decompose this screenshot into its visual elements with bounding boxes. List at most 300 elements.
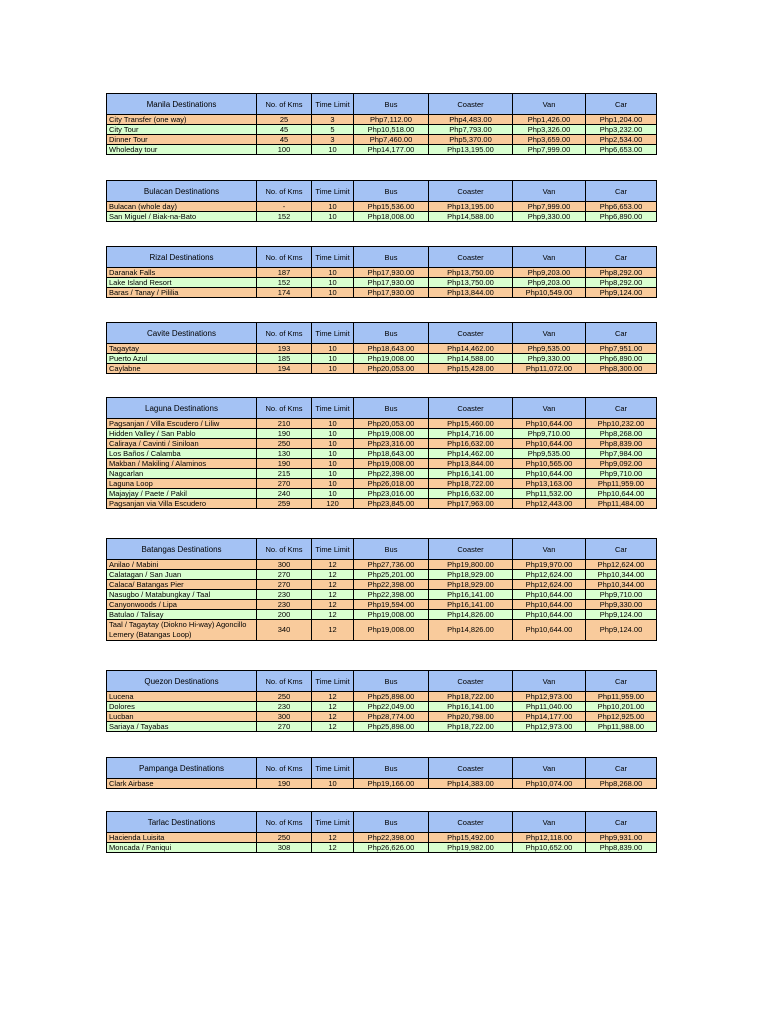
destination-cell: Sariaya / Tayabas: [107, 722, 257, 732]
table-row: [107, 722, 657, 732]
van-cell: Php11,072.00: [513, 364, 586, 374]
table-row: [107, 590, 657, 600]
car-cell: Php10,344.00: [586, 580, 657, 590]
car-cell: Php7,951.00: [586, 344, 657, 354]
coaster-cell: Php7,793.00: [429, 125, 513, 135]
table-row: [107, 459, 657, 469]
column-header-van: Van: [513, 323, 586, 344]
car-cell: Php11,484.00: [586, 499, 657, 509]
column-header-car: Car: [586, 94, 657, 115]
column-header-kms: No. of Kms: [257, 539, 312, 560]
column-header-car: Car: [586, 812, 657, 833]
kms-cell: 300: [257, 560, 312, 570]
time-cell: 12: [312, 620, 354, 641]
destination-cell: Dinner Tour: [107, 135, 257, 145]
destination-cell: Hacienda Luisita: [107, 833, 257, 843]
kms-cell: 340: [257, 620, 312, 641]
bus-cell: Php10,518.00: [354, 125, 429, 135]
coaster-cell: Php16,632.00: [429, 489, 513, 499]
car-cell: Php8,839.00: [586, 439, 657, 449]
coaster-cell: Php13,844.00: [429, 288, 513, 298]
destination-cell: City Tour: [107, 125, 257, 135]
kms-cell: 215: [257, 469, 312, 479]
car-cell: Php10,232.00: [586, 419, 657, 429]
destination-cell: Baras / Tanay / Pililia: [107, 288, 257, 298]
car-cell: Php8,268.00: [586, 429, 657, 439]
destination-cell: Hidden Valley / San Pablo: [107, 429, 257, 439]
van-cell: Php12,118.00: [513, 833, 586, 843]
table-header-row: [107, 94, 657, 115]
van-cell: Php3,326.00: [513, 125, 586, 135]
time-cell: 10: [312, 354, 354, 364]
car-cell: Php6,653.00: [586, 202, 657, 212]
car-cell: Php6,890.00: [586, 212, 657, 222]
kms-cell: 193: [257, 344, 312, 354]
time-cell: 3: [312, 135, 354, 145]
coaster-cell: Php18,929.00: [429, 580, 513, 590]
coaster-cell: Php13,195.00: [429, 145, 513, 155]
destination-cell: Calatagan / San Juan: [107, 570, 257, 580]
bus-cell: Php20,053.00: [354, 364, 429, 374]
time-cell: 12: [312, 600, 354, 610]
section-title: Laguna Destinations: [107, 398, 257, 419]
column-header-time: Time Limit: [312, 323, 354, 344]
table-row: [107, 712, 657, 722]
column-header-kms: No. of Kms: [257, 671, 312, 692]
column-header-time: Time Limit: [312, 247, 354, 268]
table-row: [107, 145, 657, 155]
kms-cell: 130: [257, 449, 312, 459]
table-row: [107, 570, 657, 580]
coaster-cell: Php5,370.00: [429, 135, 513, 145]
table-header-row: [107, 539, 657, 560]
coaster-cell: Php18,929.00: [429, 570, 513, 580]
table-row: [107, 489, 657, 499]
bus-cell: Php18,643.00: [354, 344, 429, 354]
column-header-kms: No. of Kms: [257, 323, 312, 344]
column-header-time: Time Limit: [312, 812, 354, 833]
section-title: Rizal Destinations: [107, 247, 257, 268]
column-header-coaster: Coaster: [429, 247, 513, 268]
bus-cell: Php19,594.00: [354, 600, 429, 610]
time-cell: 10: [312, 202, 354, 212]
column-header-time: Time Limit: [312, 398, 354, 419]
time-cell: 12: [312, 580, 354, 590]
destination-table: [106, 811, 657, 853]
table-row: [107, 610, 657, 620]
coaster-cell: Php16,141.00: [429, 469, 513, 479]
time-cell: 10: [312, 212, 354, 222]
column-header-coaster: Coaster: [429, 181, 513, 202]
van-cell: Php11,532.00: [513, 489, 586, 499]
column-header-bus: Bus: [354, 247, 429, 268]
time-cell: 10: [312, 439, 354, 449]
kms-cell: 270: [257, 479, 312, 489]
van-cell: Php12,624.00: [513, 570, 586, 580]
time-cell: 10: [312, 429, 354, 439]
table-row: [107, 278, 657, 288]
bus-cell: Php22,398.00: [354, 580, 429, 590]
destination-cell: Majayjay / Paete / Pakil: [107, 489, 257, 499]
van-cell: Php10,644.00: [513, 610, 586, 620]
bus-cell: Php25,898.00: [354, 692, 429, 702]
column-header-coaster: Coaster: [429, 94, 513, 115]
kms-cell: 190: [257, 459, 312, 469]
destination-cell: Wholeday tour: [107, 145, 257, 155]
car-cell: Php11,959.00: [586, 479, 657, 489]
bus-cell: Php19,008.00: [354, 610, 429, 620]
section-title: Manila Destinations: [107, 94, 257, 115]
kms-cell: 240: [257, 489, 312, 499]
column-header-van: Van: [513, 758, 586, 779]
kms-cell: 45: [257, 135, 312, 145]
table-row: [107, 580, 657, 590]
time-cell: 10: [312, 145, 354, 155]
bus-cell: Php25,898.00: [354, 722, 429, 732]
bus-cell: Php22,049.00: [354, 702, 429, 712]
kms-cell: 190: [257, 429, 312, 439]
coaster-cell: Php4,483.00: [429, 115, 513, 125]
column-header-coaster: Coaster: [429, 398, 513, 419]
column-header-coaster: Coaster: [429, 812, 513, 833]
column-header-car: Car: [586, 181, 657, 202]
column-header-kms: No. of Kms: [257, 181, 312, 202]
destination-cell: Clark Airbase: [107, 779, 257, 789]
coaster-cell: Php19,800.00: [429, 560, 513, 570]
column-header-kms: No. of Kms: [257, 758, 312, 779]
van-cell: Php14,177.00: [513, 712, 586, 722]
table-row: [107, 702, 657, 712]
destination-cell: Daranak Falls: [107, 268, 257, 278]
table-row: [107, 115, 657, 125]
table-header-row: [107, 323, 657, 344]
bus-cell: Php20,053.00: [354, 419, 429, 429]
coaster-cell: Php16,632.00: [429, 439, 513, 449]
destination-cell: Puerto Azul: [107, 354, 257, 364]
coaster-cell: Php14,826.00: [429, 610, 513, 620]
destination-cell: Nasugbo / Matabungkay / Taal: [107, 590, 257, 600]
section-title: Quezon Destinations: [107, 671, 257, 692]
kms-cell: 25: [257, 115, 312, 125]
destination-cell: Bulacan (whole day): [107, 202, 257, 212]
kms-cell: 152: [257, 278, 312, 288]
time-cell: 10: [312, 278, 354, 288]
column-header-coaster: Coaster: [429, 758, 513, 779]
time-cell: 3: [312, 115, 354, 125]
coaster-cell: Php20,798.00: [429, 712, 513, 722]
coaster-cell: Php15,460.00: [429, 419, 513, 429]
van-cell: Php12,973.00: [513, 692, 586, 702]
table-row: [107, 135, 657, 145]
column-header-van: Van: [513, 671, 586, 692]
column-header-bus: Bus: [354, 398, 429, 419]
destination-cell: Nagcarlan: [107, 469, 257, 479]
bus-cell: Php22,398.00: [354, 833, 429, 843]
column-header-car: Car: [586, 247, 657, 268]
destination-table: [106, 538, 657, 641]
destination-cell: City Transfer (one way): [107, 115, 257, 125]
coaster-cell: Php13,844.00: [429, 459, 513, 469]
destination-table: [106, 93, 657, 155]
van-cell: Php10,644.00: [513, 469, 586, 479]
table-row: [107, 439, 657, 449]
car-cell: Php11,988.00: [586, 722, 657, 732]
table-row: [107, 354, 657, 364]
table-row: [107, 479, 657, 489]
van-cell: Php10,549.00: [513, 288, 586, 298]
destination-cell: Pagsanjan / Villa Escudero / Liliw: [107, 419, 257, 429]
bus-cell: Php18,008.00: [354, 212, 429, 222]
destination-cell: Taal / Tagaytay (Diokno Hi-way) Agoncillo Lemery (Batangas Loop): [107, 620, 257, 641]
bus-cell: Php15,536.00: [354, 202, 429, 212]
section-title: Tarlac Destinations: [107, 812, 257, 833]
kms-cell: 308: [257, 843, 312, 853]
car-cell: Php10,644.00: [586, 489, 657, 499]
kms-cell: 190: [257, 779, 312, 789]
kms-cell: 187: [257, 268, 312, 278]
kms-cell: 270: [257, 570, 312, 580]
car-cell: Php1,204.00: [586, 115, 657, 125]
column-header-bus: Bus: [354, 94, 429, 115]
column-header-time: Time Limit: [312, 181, 354, 202]
destination-cell: Lucban: [107, 712, 257, 722]
column-header-bus: Bus: [354, 812, 429, 833]
bus-cell: Php18,643.00: [354, 449, 429, 459]
column-header-bus: Bus: [354, 181, 429, 202]
bus-cell: Php23,316.00: [354, 439, 429, 449]
column-header-kms: No. of Kms: [257, 247, 312, 268]
table-row: [107, 212, 657, 222]
kms-cell: 100: [257, 145, 312, 155]
table-header-row: [107, 247, 657, 268]
section-title: Batangas Destinations: [107, 539, 257, 560]
coaster-cell: Php13,195.00: [429, 202, 513, 212]
car-cell: Php11,959.00: [586, 692, 657, 702]
kms-cell: 200: [257, 610, 312, 620]
coaster-cell: Php16,141.00: [429, 600, 513, 610]
car-cell: Php9,710.00: [586, 590, 657, 600]
car-cell: Php9,124.00: [586, 288, 657, 298]
car-cell: Php8,292.00: [586, 278, 657, 288]
column-header-van: Van: [513, 539, 586, 560]
van-cell: Php10,644.00: [513, 620, 586, 641]
table-row: [107, 692, 657, 702]
kms-cell: 300: [257, 712, 312, 722]
destination-cell: Calaca/ Batangas Pier: [107, 580, 257, 590]
section-title: Pampanga Destinations: [107, 758, 257, 779]
table-row: [107, 833, 657, 843]
van-cell: Php10,074.00: [513, 779, 586, 789]
bus-cell: Php19,166.00: [354, 779, 429, 789]
van-cell: Php12,973.00: [513, 722, 586, 732]
bus-cell: Php19,008.00: [354, 620, 429, 641]
column-header-time: Time Limit: [312, 671, 354, 692]
bus-cell: Php22,398.00: [354, 469, 429, 479]
time-cell: 12: [312, 722, 354, 732]
van-cell: Php19,970.00: [513, 560, 586, 570]
table-header-row: [107, 812, 657, 833]
time-cell: 5: [312, 125, 354, 135]
table-row: [107, 560, 657, 570]
kms-cell: 185: [257, 354, 312, 364]
table-row: [107, 202, 657, 212]
destination-table: [106, 397, 657, 509]
coaster-cell: Php14,588.00: [429, 212, 513, 222]
car-cell: Php9,092.00: [586, 459, 657, 469]
bus-cell: Php17,930.00: [354, 268, 429, 278]
bus-cell: Php19,008.00: [354, 429, 429, 439]
table-row: [107, 344, 657, 354]
car-cell: Php10,344.00: [586, 570, 657, 580]
time-cell: 12: [312, 560, 354, 570]
bus-cell: Php19,008.00: [354, 354, 429, 364]
destination-cell: San Miguel / Biak-na-Bato: [107, 212, 257, 222]
van-cell: Php9,330.00: [513, 354, 586, 364]
coaster-cell: Php15,428.00: [429, 364, 513, 374]
van-cell: Php7,999.00: [513, 145, 586, 155]
car-cell: Php9,931.00: [586, 833, 657, 843]
bus-cell: Php7,112.00: [354, 115, 429, 125]
destination-table: [106, 757, 657, 789]
kms-cell: 174: [257, 288, 312, 298]
table-row: [107, 449, 657, 459]
table-row: [107, 843, 657, 853]
van-cell: Php10,644.00: [513, 439, 586, 449]
time-cell: 10: [312, 344, 354, 354]
column-header-car: Car: [586, 758, 657, 779]
column-header-van: Van: [513, 398, 586, 419]
time-cell: 12: [312, 692, 354, 702]
bus-cell: Php7,460.00: [354, 135, 429, 145]
time-cell: 10: [312, 419, 354, 429]
kms-cell: 230: [257, 600, 312, 610]
bus-cell: Php27,736.00: [354, 560, 429, 570]
column-header-time: Time Limit: [312, 758, 354, 779]
table-row: [107, 419, 657, 429]
time-cell: 10: [312, 268, 354, 278]
kms-cell: 230: [257, 702, 312, 712]
column-header-bus: Bus: [354, 323, 429, 344]
destination-cell: Laguna Loop: [107, 479, 257, 489]
column-header-kms: No. of Kms: [257, 398, 312, 419]
table-row: [107, 364, 657, 374]
column-header-car: Car: [586, 323, 657, 344]
destination-cell: Caliraya / Cavinti / Siniloan: [107, 439, 257, 449]
table-row: [107, 429, 657, 439]
column-header-car: Car: [586, 539, 657, 560]
car-cell: Php6,653.00: [586, 145, 657, 155]
coaster-cell: Php18,722.00: [429, 722, 513, 732]
column-header-car: Car: [586, 671, 657, 692]
section-title: Cavite Destinations: [107, 323, 257, 344]
table-header-row: [107, 398, 657, 419]
coaster-cell: Php13,750.00: [429, 268, 513, 278]
bus-cell: Php26,626.00: [354, 843, 429, 853]
coaster-cell: Php13,750.00: [429, 278, 513, 288]
car-cell: Php7,984.00: [586, 449, 657, 459]
coaster-cell: Php14,383.00: [429, 779, 513, 789]
bus-cell: Php23,845.00: [354, 499, 429, 509]
time-cell: 10: [312, 469, 354, 479]
car-cell: Php9,330.00: [586, 600, 657, 610]
car-cell: Php9,710.00: [586, 469, 657, 479]
van-cell: Php9,203.00: [513, 268, 586, 278]
bus-cell: Php25,201.00: [354, 570, 429, 580]
column-header-coaster: Coaster: [429, 671, 513, 692]
destination-cell: Canyonwoods / Lipa: [107, 600, 257, 610]
kms-cell: -: [257, 202, 312, 212]
column-header-van: Van: [513, 247, 586, 268]
van-cell: Php9,203.00: [513, 278, 586, 288]
destination-cell: Batulao / Talisay: [107, 610, 257, 620]
car-cell: Php6,890.00: [586, 354, 657, 364]
bus-cell: Php26,018.00: [354, 479, 429, 489]
destination-cell: Moncada / Paniqui: [107, 843, 257, 853]
coaster-cell: Php16,141.00: [429, 590, 513, 600]
column-header-kms: No. of Kms: [257, 812, 312, 833]
coaster-cell: Php14,462.00: [429, 344, 513, 354]
bus-cell: Php23,016.00: [354, 489, 429, 499]
section-title: Bulacan Destinations: [107, 181, 257, 202]
van-cell: Php3,659.00: [513, 135, 586, 145]
destination-cell: Pagsanjan via Villa Escudero: [107, 499, 257, 509]
bus-cell: Php22,398.00: [354, 590, 429, 600]
time-cell: 12: [312, 712, 354, 722]
column-header-bus: Bus: [354, 758, 429, 779]
time-cell: 10: [312, 779, 354, 789]
time-cell: 10: [312, 489, 354, 499]
bus-cell: Php14,177.00: [354, 145, 429, 155]
kms-cell: 259: [257, 499, 312, 509]
car-cell: Php8,292.00: [586, 268, 657, 278]
car-cell: Php9,124.00: [586, 610, 657, 620]
kms-cell: 45: [257, 125, 312, 135]
destination-table: [106, 670, 657, 732]
coaster-cell: Php18,722.00: [429, 692, 513, 702]
coaster-cell: Php17,963.00: [429, 499, 513, 509]
column-header-time: Time Limit: [312, 94, 354, 115]
van-cell: Php10,565.00: [513, 459, 586, 469]
column-header-time: Time Limit: [312, 539, 354, 560]
van-cell: Php10,644.00: [513, 590, 586, 600]
destination-cell: Anilao / Mabini: [107, 560, 257, 570]
time-cell: 12: [312, 590, 354, 600]
column-header-van: Van: [513, 812, 586, 833]
time-cell: 10: [312, 449, 354, 459]
kms-cell: 194: [257, 364, 312, 374]
table-row: [107, 288, 657, 298]
van-cell: Php10,644.00: [513, 600, 586, 610]
destination-cell: Dolores: [107, 702, 257, 712]
coaster-cell: Php14,462.00: [429, 449, 513, 459]
time-cell: 120: [312, 499, 354, 509]
column-header-bus: Bus: [354, 671, 429, 692]
table-row: [107, 125, 657, 135]
time-cell: 12: [312, 833, 354, 843]
car-cell: Php8,300.00: [586, 364, 657, 374]
kms-cell: 250: [257, 439, 312, 449]
kms-cell: 230: [257, 590, 312, 600]
destination-table: [106, 322, 657, 374]
car-cell: Php8,268.00: [586, 779, 657, 789]
van-cell: Php9,330.00: [513, 212, 586, 222]
time-cell: 12: [312, 843, 354, 853]
coaster-cell: Php14,588.00: [429, 354, 513, 364]
car-cell: Php12,624.00: [586, 560, 657, 570]
destination-cell: Tagaytay: [107, 344, 257, 354]
column-header-van: Van: [513, 94, 586, 115]
bus-cell: Php17,930.00: [354, 288, 429, 298]
